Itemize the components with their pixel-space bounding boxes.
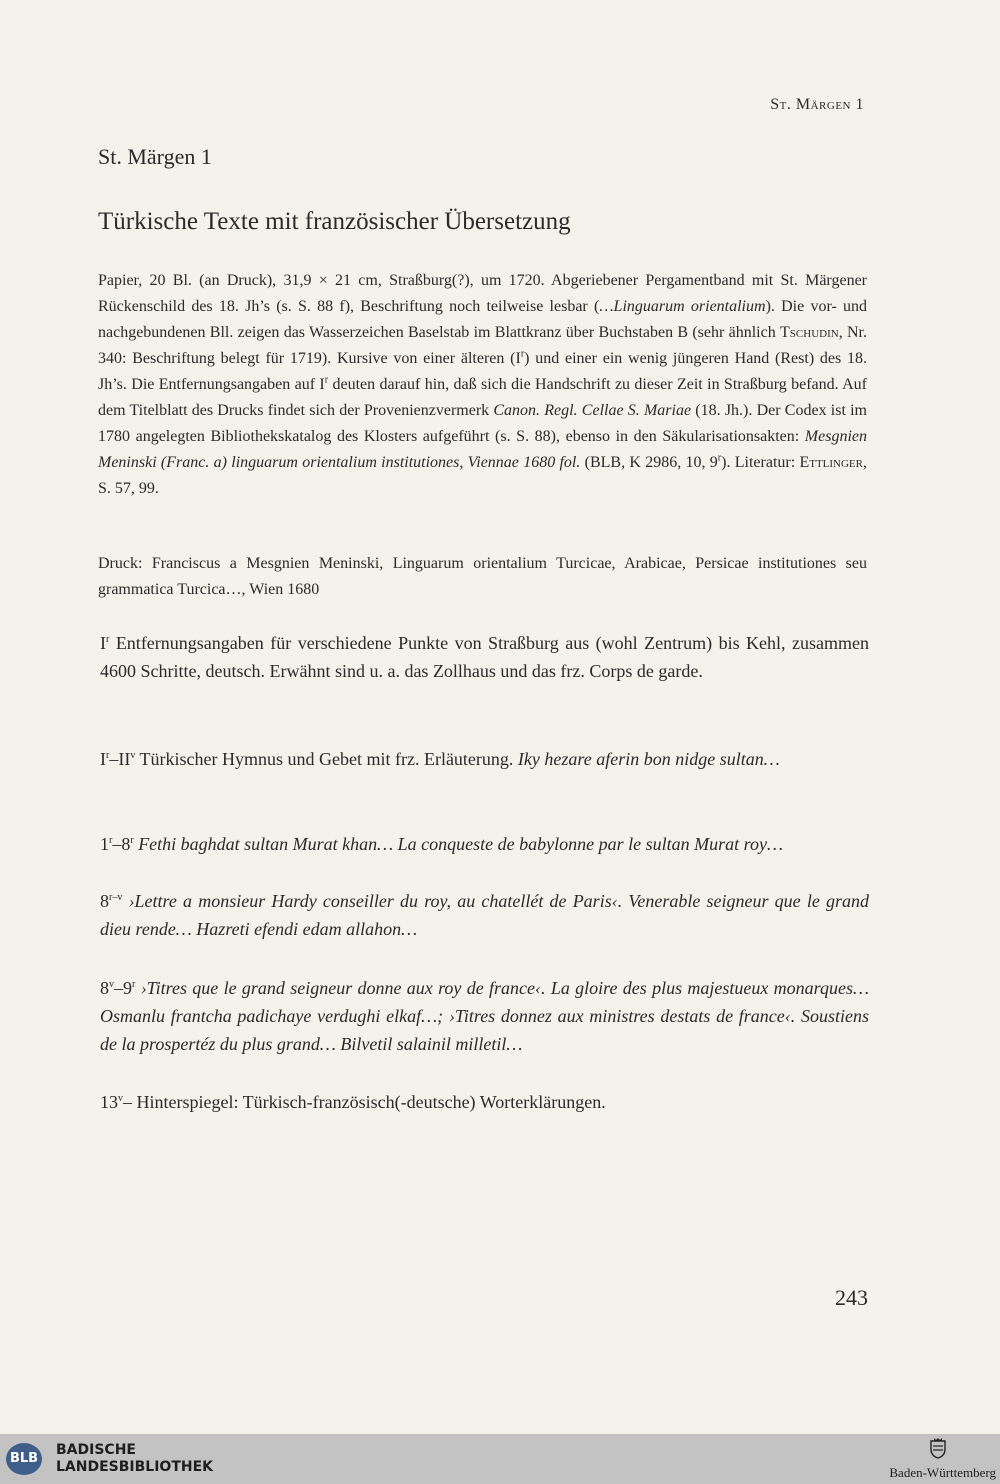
content-entry: $I^r-II^v$ Türkischer Hymnus und Gebet mit frz. Erläuterung. Iky hezare aferin bon nidge sultan… [100,749,780,769]
library-name [56,1442,213,1476]
page-number: 243 [835,1285,868,1310]
content-entry: $I^r$ Entfernungsangaben für verschiedene Punkte von Straßburg aus (wohl Zentrum) bis Kehl, zusammen 4600 Schritte, deutsch. Erwähnt sind u. a. das Zollhaus und das frz. Corps de garde. [100,633,869,681]
state-label: Baden-Württemberg [889,1465,996,1480]
manuscript-signature: St. Märgen 1 [98,144,212,169]
content-entry: 8$^v$–9$^r$ ›Titres que le grand seigneur donne aux roy de france‹. La gloire des plus majestueux monarques… Osmanlu frantcha padichaye verdughi elkaf…; ›Titres donnez aux ministres destats de france‹. Soustiens de la prospertéz du plus grand… Bilvetil salainil milletil… [100,978,869,1054]
running-head: St. Märgen 1 [770,96,864,113]
content-entry: 8$^{r-v}$ ›Lettre a monsieur Hardy conseiller du roy, au chatellét de Paris‹. Venerable seigneur que le grand dieu rende… Hazreti efendi edam allahon… [100,891,870,939]
blb-logo[interactable]: BLB [6,1443,42,1475]
author-tschudin: Tschudin [780,324,839,341]
library-name-line1: BADISCHE [56,1442,136,1458]
print-note: Druck: Franciscus a Mesgnien Meninski, Linguarum orientalium Turcicae, Arabicae, Persicae institutiones seu grammatica Turcica…, Wien 1680 [98,555,867,598]
page-title: Türkische Texte mit französischer Übersetzung [98,208,571,235]
library-name-line2: LANDESBIBLIOTHEK [56,1459,214,1475]
author-ettlinger: Ettlinger [799,454,863,471]
coat-of-arms-icon [928,1437,948,1459]
footer-bar [0,1434,1000,1484]
description-paragraph: Papier, 20 Bl. (an Druck), 31,9 × 21 cm, Straßburg(?), um 1720. Abgeriebener Pergamentband mit St. Märgener Rückenschild des 18. Jh’s (s. S. 88 f), Beschriftung noch teilweise lesbar (…Linguarum orientalium). Die vor- und nachgebundenen Bll. zeigen das Wasserzeichen Baselstab im Blattkranz über Buchstaben B (sehr ähnlich Tschudin, Nr. 340: Beschriftung belegt für 1719). Kursive von einer älteren $(I^r)$ und einer ein wenig jüngeren Hand (Rest) des 18. Jh’s. Die Entfernungsangaben auf $I^r$ deuten darauf hin, daß sich die Handschrift zu dieser Zeit in Straßburg befand. Auf dem Titelblatt des Drucks findet sich der Provenienzvermerk Canon. Regl. Cellae S. Mariae (18. Jh.). Der Codex ist im 1780 angelegten Bibliothekskatalog des Klosters aufgeführt (s. S. 88), ebenso in den Säkularisationsakten: Mesgnien Meninski (Franc. a) linguarum orientalium institutiones, Viennae 1680 fol. (BLB, K 2986, 10, 9$^r$). Literatur: Ettlinger, S. 57, 99. [98,272,868,497]
content-entry: 13$^v$– Hinterspiegel: Türkisch-französisch(-deutsche) Worterklärungen. [100,1092,606,1112]
content-entry: 1$^r$–8$^r$ Fethi baghdat sultan Murat khan… La conqueste de babylonne par le sultan Murat roy… [100,834,783,854]
